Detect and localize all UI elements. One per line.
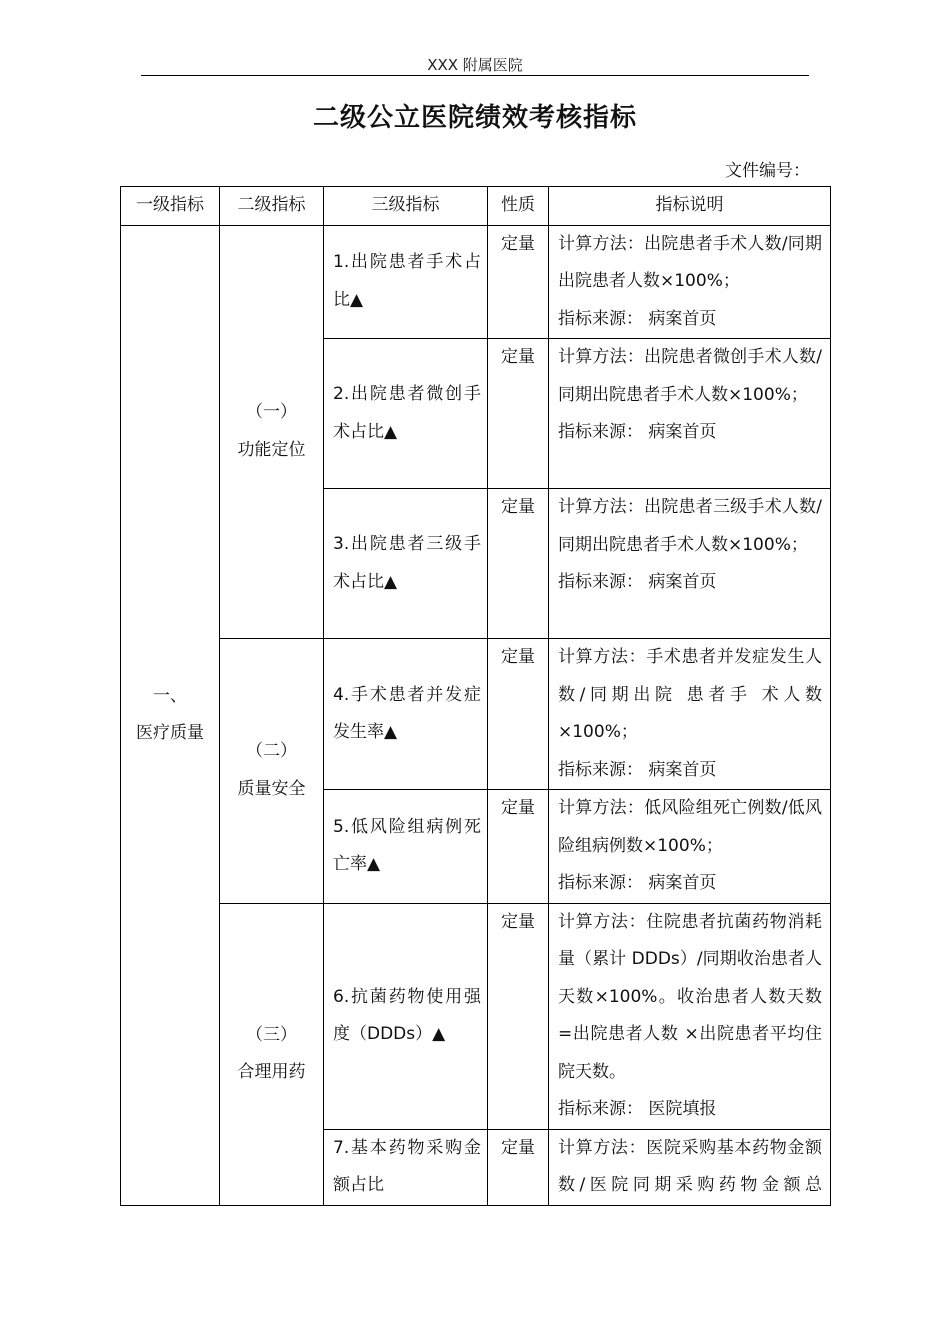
data-source: 指标来源： 病案首页 (558, 308, 717, 329)
data-source: 指标来源： 病案首页 (558, 422, 717, 442)
nature-cell: 定量 (488, 903, 549, 1129)
calc-method: 计算方法：低风险组死亡例数/低风险组病例数×100%； (558, 798, 822, 856)
level2-cell (220, 903, 324, 1205)
column-header-nature: 性质 (488, 187, 549, 226)
calc-method: 计算方法：出院患者手术人数/同期出院患者人数×100%； (558, 233, 822, 291)
calc-method: 计算方法：出院患者微创手术人数/同期出院患者手术人数×100%； (558, 347, 822, 405)
level2-name: 功能定位 (237, 439, 306, 460)
column-header-level1: 一级指标 (121, 187, 220, 226)
level1-number: 一、 (153, 685, 187, 706)
level3-indicator: 1.出院患者手术占比▲ (324, 225, 488, 339)
level3-indicator: 4.手术患者并发症发生率▲ (324, 639, 488, 790)
description-cell (549, 790, 831, 904)
nature-cell: 定量 (488, 790, 549, 904)
data-source: 指标来源： 医院填报 (558, 1099, 717, 1119)
description-cell (549, 903, 831, 1129)
level1-cell (121, 225, 220, 1205)
column-header-level3: 三级指标 (324, 187, 488, 226)
data-source: 指标来源： 病案首页 (558, 572, 717, 592)
indicator-table (120, 186, 831, 1206)
calc-method: 计算方法：住院患者抗菌药物消耗量（累计 DDDs）/同期收治患者人天数×100%。收治患者人数天数=出院患者人数 ×出院患者平均住院天数。 (558, 911, 822, 1082)
level1-name: 医疗质量 (136, 723, 204, 743)
description-cell (549, 1129, 831, 1205)
table-row (121, 903, 831, 1129)
nature-cell: 定量 (488, 489, 549, 639)
calc-method: 计算方法：出院患者三级手术人数/同期出院患者手术人数×100%； (558, 497, 822, 555)
level2-name: 合理用药 (237, 1062, 306, 1082)
table-header-row (121, 187, 831, 226)
level3-indicator: 2.出院患者微创手术占比▲ (324, 339, 488, 489)
level2-number: （二） (246, 741, 297, 762)
level3-indicator: 6.抗菌药物使用强度（DDDs）▲ (324, 903, 488, 1129)
nature-cell: 定量 (488, 1129, 549, 1205)
level3-indicator: 3.出院患者三级手术占比▲ (324, 489, 488, 639)
description-cell (549, 225, 831, 339)
nature-cell: 定量 (488, 639, 549, 790)
file-number-label: 文件编号： (725, 161, 810, 181)
description-cell (549, 339, 831, 489)
level2-cell (220, 639, 324, 904)
calc-method: 计算方法：手术患者并发症发生人数/同期出院 患者手 术人数×100%； (558, 647, 822, 742)
description-cell (549, 639, 831, 790)
nature-cell: 定量 (488, 339, 549, 489)
nature-cell: 定量 (488, 225, 549, 339)
header-divider (141, 75, 809, 76)
level3-indicator: 5.低风险组病例死亡率▲ (324, 790, 488, 904)
level2-name: 质量安全 (237, 778, 306, 799)
table-row (121, 225, 831, 339)
level2-number: （三） (246, 1024, 297, 1045)
level2-cell (220, 225, 324, 639)
column-header-description: 指标说明 (549, 187, 831, 226)
table-row (121, 639, 831, 790)
header-hospital-name: XXX 附属医院 (427, 56, 523, 74)
column-header-level2: 二级指标 (220, 187, 324, 226)
level3-indicator: 7.基本药物采购金额占比 (324, 1129, 488, 1205)
document-title: 二级公立医院绩效考核指标 (312, 103, 637, 133)
description-cell (549, 489, 831, 639)
calc-method: 计算方法：医院采购基本药物金额数/医院同期采购药物金额总 (558, 1137, 822, 1195)
data-source: 指标来源： 病案首页 (558, 759, 717, 780)
level2-number: （一） (246, 402, 297, 423)
data-source: 指标来源： 病案首页 (558, 873, 717, 893)
